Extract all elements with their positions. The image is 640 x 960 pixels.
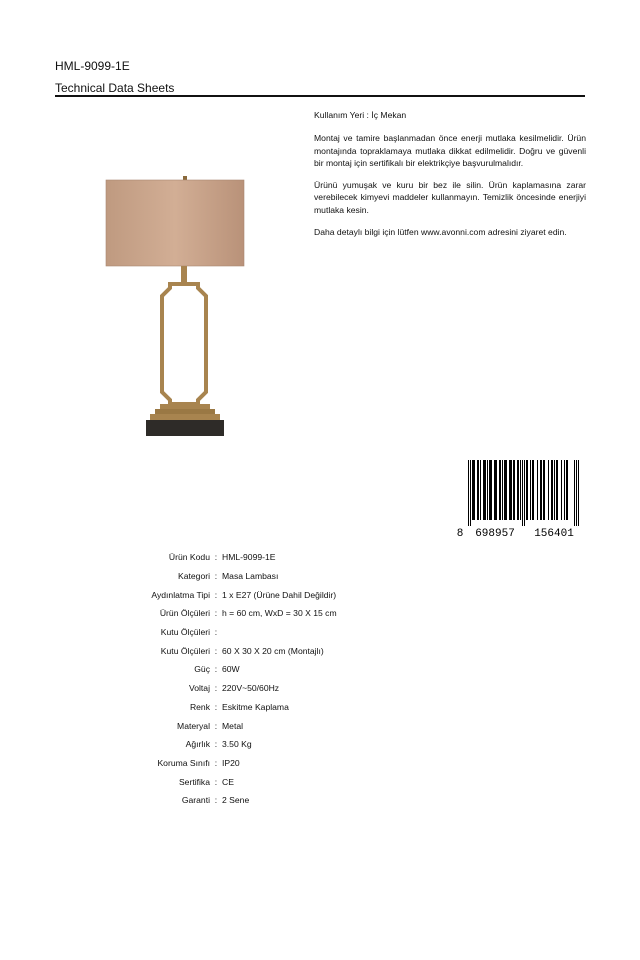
- barcode-bar: [509, 460, 512, 520]
- barcode-digit-group-1: 8: [456, 528, 464, 538]
- barcode-digit-group-2: 698957: [475, 528, 515, 538]
- spec-row: Aydınlatma Tipi : 1 x E27 (Ürüne Dahil Değildir): [110, 585, 430, 604]
- spec-value: 2 Sene: [222, 795, 250, 806]
- barcode-bar: [537, 460, 538, 520]
- barcode-bar: [574, 460, 575, 526]
- barcode-bar: [520, 460, 521, 520]
- barcode-bar: [530, 460, 531, 520]
- barcode-bar: [556, 460, 558, 520]
- document-header: [55, 58, 585, 96]
- barcode-bar: [526, 460, 528, 520]
- spec-row: Ürün Kodu : HML-9099-1E: [110, 548, 430, 567]
- spec-value: Masa Lambası: [222, 571, 279, 582]
- spec-label: Ürün Kodu: [168, 552, 210, 563]
- barcode-bar: [487, 460, 488, 520]
- barcode-bar: [554, 460, 555, 520]
- spec-row: Kutu Ölçüleri :: [110, 623, 430, 642]
- website-note: Daha detaylı bilgi için lütfen www.avonni.com adresini ziyaret edin.: [314, 227, 567, 238]
- installation-note: Montaj ve tamire başlanmadan önce enerji mutlaka kesilmelidir. Ürün montajında topraklamaya mutlaka dikkat edilmelidir. Doğru ve güvenli bir montaj için sertifikalı bir elektrikçiye başvurulmalıdır.: [314, 133, 586, 168]
- spec-label: Voltaj: [188, 683, 210, 694]
- barcode-bar: [499, 460, 501, 520]
- lamp-base: [146, 420, 224, 436]
- spec-value: 3.50 Kg: [222, 739, 252, 750]
- spec-label: Sertifika: [178, 776, 210, 787]
- spec-value: 1 x E27 (Ürüne Dahil Değildir): [222, 589, 337, 600]
- barcode-bar: [494, 460, 497, 520]
- spec-value: Eskitme Kaplama: [222, 701, 289, 712]
- spec-label: Renk: [189, 701, 210, 712]
- barcode-digit-group-3: 156401: [534, 528, 574, 538]
- document-subtitle: Technical Data Sheets: [55, 81, 175, 95]
- barcode-bar: [578, 460, 579, 526]
- spec-label: Ağırlık: [185, 739, 210, 750]
- barcode-bars: [468, 460, 579, 526]
- spec-label: Kutu Ölçüleri: [160, 627, 210, 638]
- barcode-bar: [576, 460, 577, 526]
- barcode-bar: [483, 460, 486, 520]
- usage-location: Kullanım Yeri : İç Mekan: [314, 110, 407, 120]
- spec-value: HML-9099-1E: [222, 552, 276, 563]
- barcode-bar: [504, 460, 507, 520]
- lamp-shade: [106, 180, 244, 266]
- barcode-bar: [468, 460, 469, 526]
- table-lamp-icon: [100, 172, 270, 440]
- spec-label: Koruma Sınıfı: [157, 757, 210, 768]
- spec-label: Ürün Ölçüleri: [159, 608, 210, 619]
- barcode-bar: [470, 460, 471, 526]
- spec-row: Kategori : Masa Lambası: [110, 567, 430, 586]
- barcode-bar: [522, 460, 523, 526]
- spec-row: Materyal : Metal: [110, 716, 430, 735]
- barcode-bar: [561, 460, 562, 520]
- spec-table: [110, 548, 430, 810]
- spec-label: Materyal: [177, 720, 210, 731]
- barcode-bar: [489, 460, 492, 520]
- spec-row: Voltaj : 220V~50/60Hz: [110, 679, 430, 698]
- spec-value: Metal: [222, 720, 244, 731]
- usage-notes: [314, 109, 586, 248]
- spec-label: Aydınlatma Tipi: [151, 589, 210, 600]
- barcode-bar: [524, 460, 525, 526]
- barcode-bar: [543, 460, 545, 520]
- spec-value: 60 X 30 X 20 cm (Montajlı): [222, 645, 324, 656]
- header-divider: [55, 95, 585, 97]
- usage-location-value: İç Mekan: [371, 110, 407, 120]
- spec-value: 220V~50/60Hz: [222, 683, 280, 694]
- spec-row: Sertifika : CE: [110, 772, 430, 791]
- barcode-image: [456, 460, 586, 538]
- cleaning-note: Ürünü yumuşak ve kuru bir bez ile silin. Ürün kaplamasına zarar verebilecek kimyevi maddeler kullanmayın. Temizlik öncesinde enerjiyi mutlaka kesin.: [314, 180, 586, 215]
- spec-value: IP20: [222, 757, 240, 768]
- barcode-bar: [472, 460, 475, 520]
- barcode-bar: [551, 460, 553, 520]
- barcode-bar: [532, 460, 534, 520]
- barcode-bar: [566, 460, 568, 520]
- spec-value: CE: [222, 776, 234, 787]
- spec-value: h = 60 cm, WxD = 30 X 15 cm: [222, 608, 337, 619]
- spec-label: Garanti: [181, 795, 210, 806]
- spec-row: Kutu Ölçüleri : 60 X 30 X 20 cm (Montajlı): [110, 641, 430, 660]
- barcode-bar: [477, 460, 479, 520]
- usage-location-label: Kullanım Yeri: [314, 110, 365, 120]
- spec-row: Garanti : 2 Sene: [110, 791, 430, 810]
- spec-row: Ağırlık : 3.50 Kg: [110, 735, 430, 754]
- spec-label: Kutu Ölçüleri: [160, 645, 210, 656]
- barcode-bar: [480, 460, 481, 520]
- spec-row: Ürün Ölçüleri : h = 60 cm, WxD = 30 X 15 cm: [110, 604, 430, 623]
- spec-value: 60W: [222, 664, 240, 675]
- spec-row: Güç : 60W: [110, 660, 430, 679]
- spec-row: Renk : Eskitme Kaplama: [110, 698, 430, 717]
- lamp-frame: [162, 284, 206, 404]
- spec-row: Koruma Sınıfı : IP20: [110, 754, 430, 773]
- barcode-bar: [548, 460, 549, 520]
- barcode-bar: [517, 460, 519, 520]
- barcode-bar: [540, 460, 542, 520]
- barcode-bar: [513, 460, 515, 520]
- barcode-bar: [564, 460, 565, 520]
- product-barcode: [456, 460, 586, 538]
- spec-label: Güç: [194, 664, 210, 675]
- product-code-title: HML-9099-1E: [55, 59, 130, 73]
- barcode-bar: [502, 460, 503, 520]
- spec-label: Kategori: [177, 571, 210, 582]
